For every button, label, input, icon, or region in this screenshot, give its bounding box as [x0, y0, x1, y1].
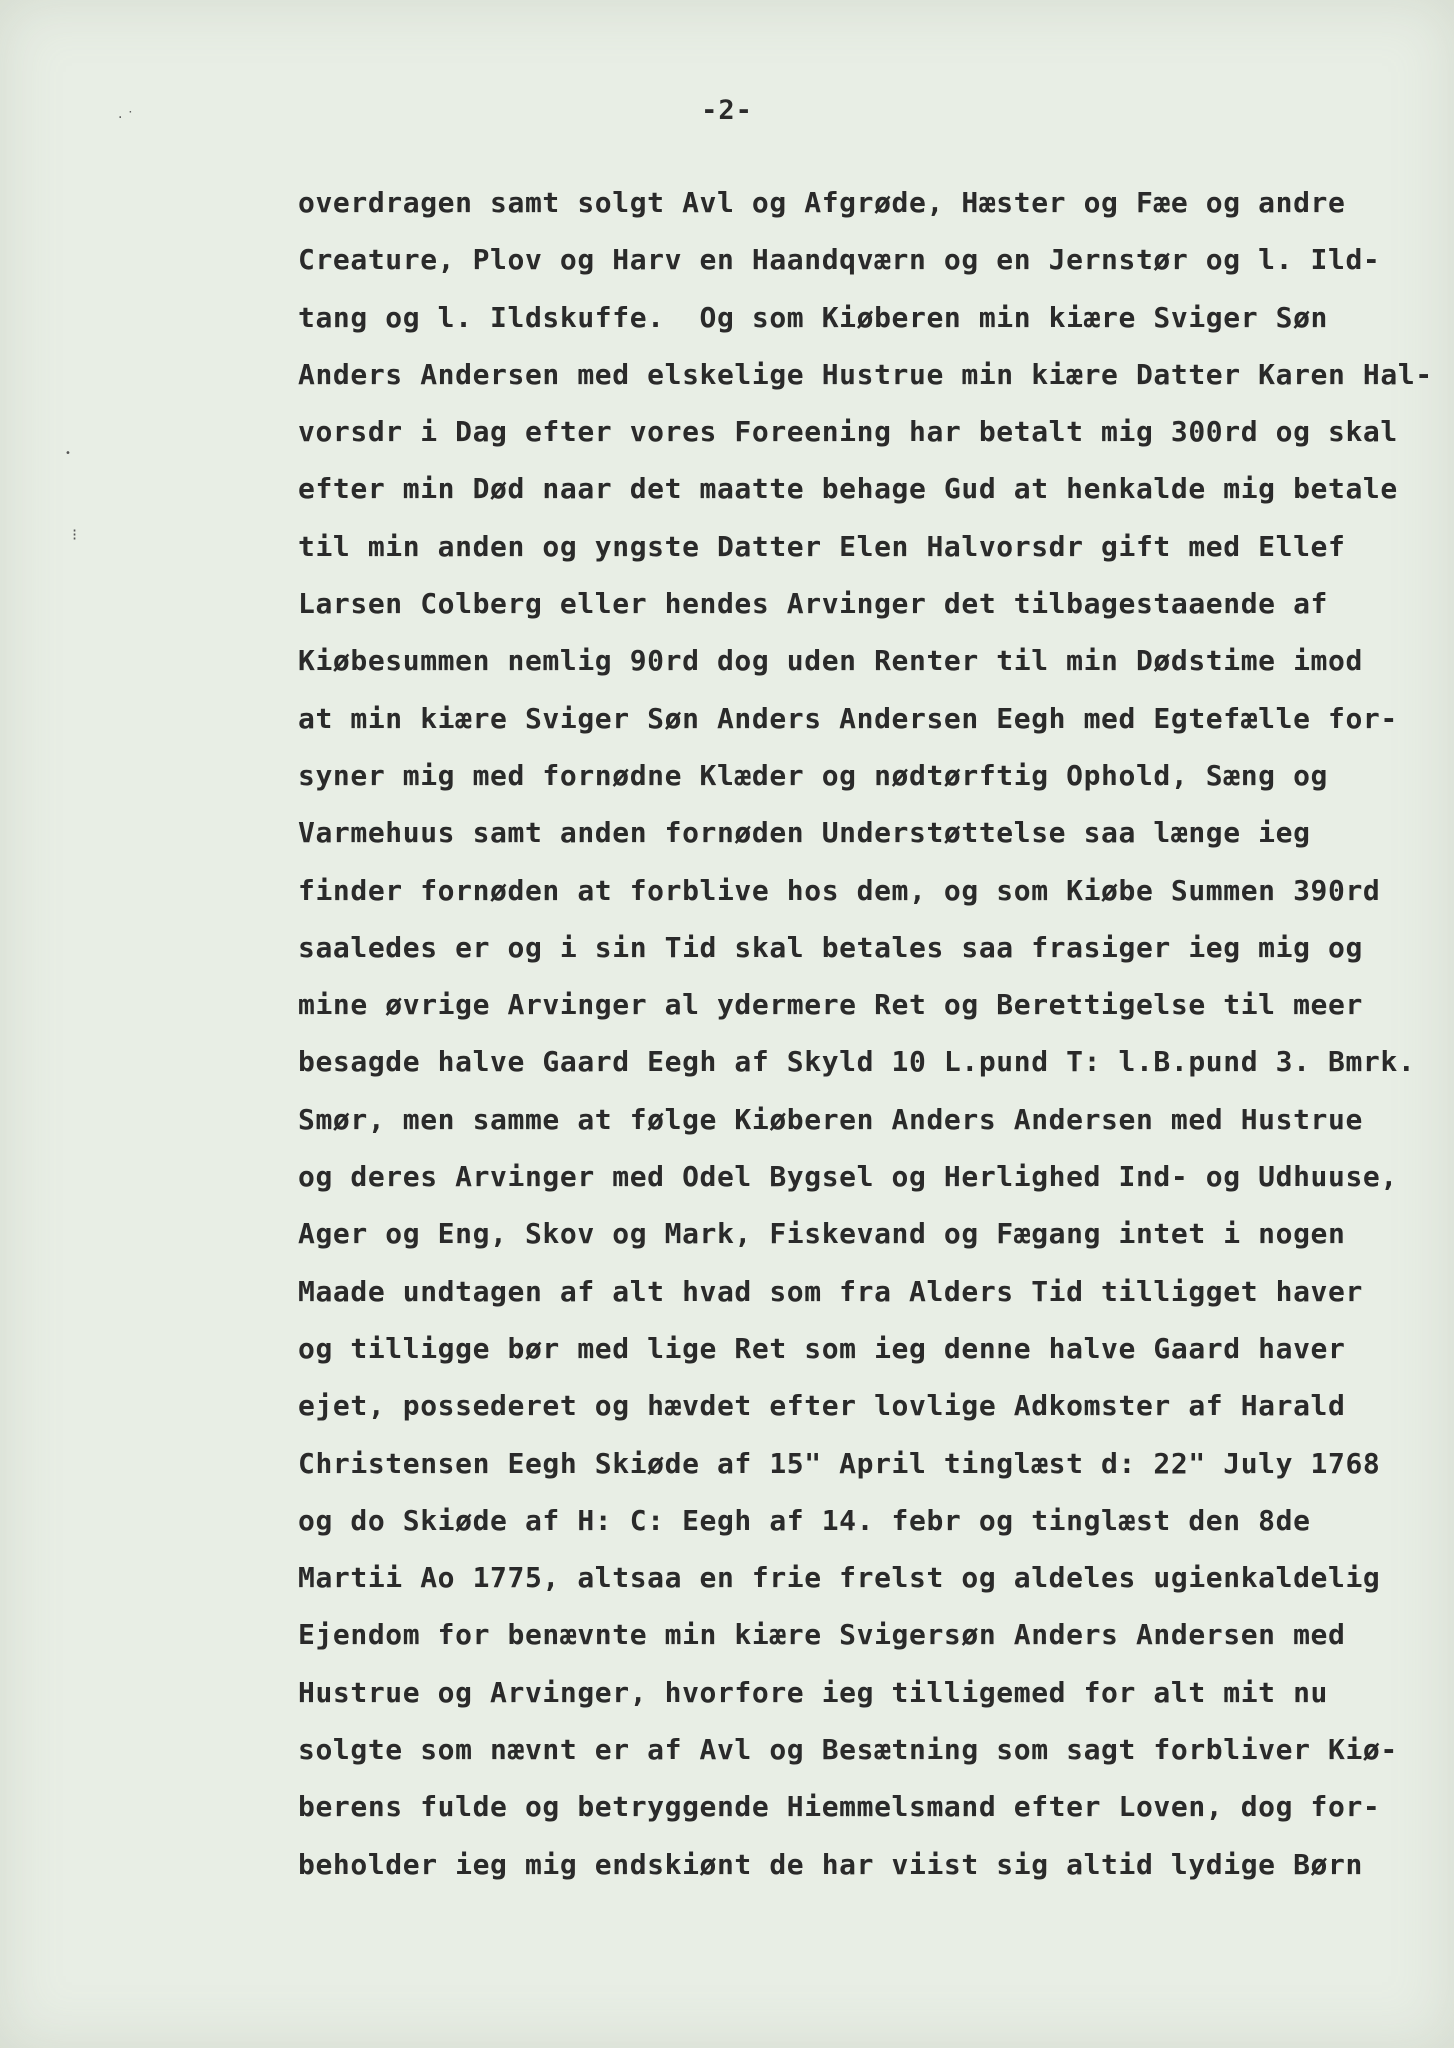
text-line: Kiøbesummen nemlig 90rd dog uden Renter til min Dødstime imod [298, 644, 1363, 678]
text-line: Creature, Plov og Harv en Haandqværn og en Jernstør og l. Ild- [298, 243, 1381, 277]
text-line: Varmehuus samt anden fornøden Understøttelse saa længe ieg [298, 816, 1311, 850]
text-line: berens fulde og betryggende Hiemmelsmand efter Loven, dog for- [298, 1790, 1381, 1824]
text-line: Hustrue og Arvinger, hvorfore ieg tilligemed for alt mit nu [298, 1675, 1328, 1709]
typed-transcription-text [298, 174, 1433, 1893]
text-line: tang og l. Ildskuffe. Og som Kiøberen min kiære Sviger Søn [298, 300, 1328, 334]
text-line: Smør, men samme at følge Kiøberen Anders Andersen med Hustrue [298, 1102, 1363, 1136]
text-line: og do Skiøde af H: C: Eegh af 14. febr og tinglæst den 8de [298, 1503, 1311, 1537]
text-line: Christensen Eegh Skiøde af 15" April tinglæst d: 22" July 1768 [298, 1446, 1381, 1480]
text-line: Larsen Colberg eller hendes Arvinger det tilbagestaaende af [298, 587, 1328, 621]
text-line: til min anden og yngste Datter Elen Halvorsdr gift med Ellef [298, 529, 1346, 563]
text-line: saaledes er og i sin Tid skal betales saa frasiger ieg mig og [298, 930, 1363, 964]
text-line: og deres Arvinger med Odel Bygsel og Herlighed Ind- og Udhuuse, [298, 1160, 1398, 1194]
text-line: mine øvrige Arvinger al ydermere Ret og Berettigelse til meer [298, 988, 1363, 1022]
text-line: og tilligge bør med lige Ret som ieg denne halve Gaard haver [298, 1331, 1346, 1365]
margin-speck: · ˙ [118, 110, 134, 126]
text-line: besagde halve Gaard Eegh af Skyld 10 L.pund T: l.B.pund 3. Bmrk. [298, 1045, 1416, 1079]
margin-speck: • [65, 448, 71, 459]
text-line: solgte som nævnt er af Avl og Besætning som sagt forbliver Kiø- [298, 1733, 1398, 1767]
text-line: at min kiære Sviger Søn Anders Andersen Eegh med Egtefælle for- [298, 701, 1398, 735]
text-line: Ager og Eng, Skov og Mark, Fiskevand og Fægang intet i nogen [298, 1217, 1346, 1251]
text-line: overdragen samt solgt Avl og Afgrøde, Hæster og Fæe og andre [298, 186, 1346, 219]
margin-speck: ⁝ [72, 525, 78, 544]
text-line: vorsdr i Dag efter vores Foreening har betalt mig 300rd og skal [298, 415, 1398, 449]
text-line: efter min Død naar det maatte behage Gud at henkalde mig betale [298, 472, 1398, 506]
page-number: -2- [701, 95, 753, 126]
text-line: ejet, possederet og hævdet efter lovlige Adkomster af Harald [298, 1389, 1346, 1423]
text-line: finder fornøden at forblive hos dem, og som Kiøbe Summen 390rd [298, 873, 1381, 907]
text-line: Anders Andersen med elskelige Hustrue min kiære Datter Karen Hal- [298, 357, 1433, 391]
text-line: Martii Ao 1775, altsaa en frie frelst og aldeles ugienkaldelig [298, 1561, 1381, 1595]
text-line: Maade undtagen af alt hvad som fra Alders Tid tilligget haver [298, 1274, 1363, 1308]
text-line: syner mig med fornødne Klæder og nødtørftig Ophold, Sæng og [298, 758, 1328, 792]
text-line: beholder ieg mig endskiønt de har viist sig altid lydige Børn [298, 1847, 1363, 1881]
text-line: Ejendom for benævnte min kiære Svigersøn Anders Andersen med [298, 1618, 1346, 1652]
